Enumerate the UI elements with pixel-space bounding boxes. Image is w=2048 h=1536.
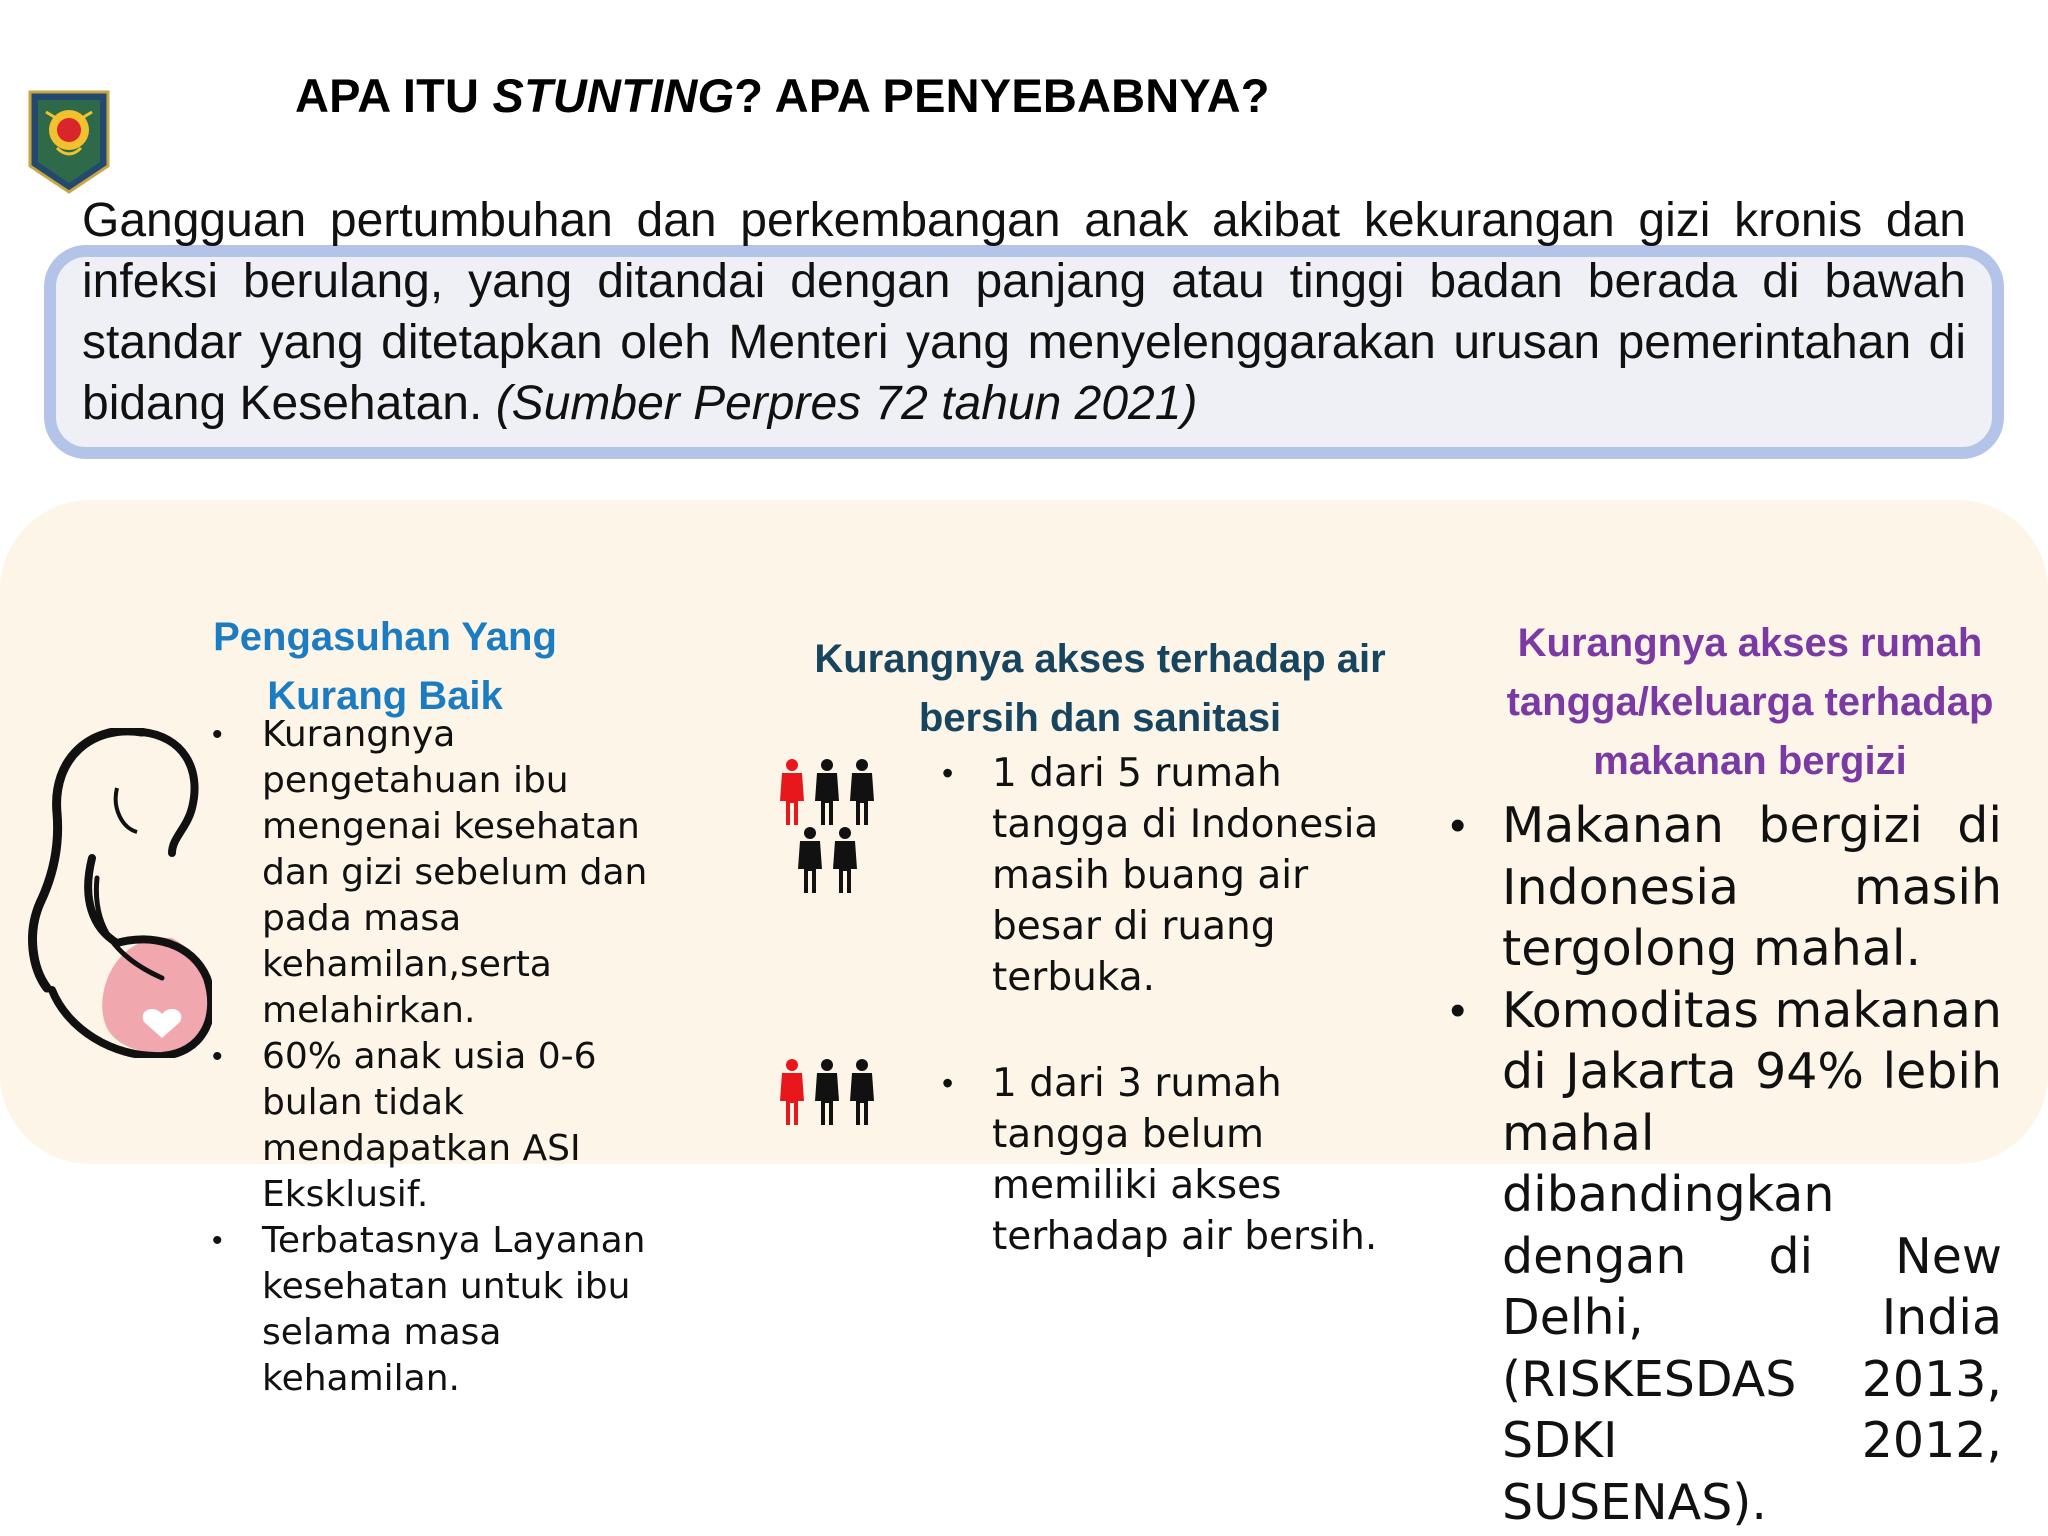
sanitation-title: Kurangnya akses terhadap air bersih dan sanitasi [814, 637, 1386, 740]
people-group-icon [772, 755, 882, 900]
page-title: APA ITU STUNTING? APA PENYEBABNYA? [295, 69, 1270, 122]
food-title: Kurangnya akses rumah tangga/keluarga terhadap makanan bergizi [1506, 621, 1994, 783]
food-list [1502, 795, 2002, 1533]
parenting-title: Pengasuhan Yang Kurang Baik [213, 615, 557, 718]
list-item: • Komoditas makanan di Jakarta 94% lebih mahal dibandingkan dengan di New Delhi, India (RISKESDAS 2013, SDKI 2012, SUSENAS). [1502, 980, 2002, 1534]
list-item: • 1 dari 5 rumah tangga di Indonesia masih buang air besar di ruang terbuka. [992, 748, 1422, 1003]
definition-body: Gangguan pertumbuhan dan perkembangan anak akibat kekurangan gizi kronis dan infeksi berulang, yang ditandai dengan panjang atau tinggi badan berada di bawah standar yang ditetapkan oleh Menteri yang menyelenggarakan urusan pemerintahan di bidang Kesehatan. [82, 194, 1966, 430]
definition-source: (Sumber Perpres 72 tahun 2021) [495, 377, 1198, 430]
list-item: • 1 dari 3 rumah tangga belum memiliki akses terhadap air bersih. [992, 1058, 1422, 1262]
list-item: • 60% anak usia 0-6 bulan tidak mendapatkan ASI Eksklusif. [262, 1034, 682, 1218]
list-item: • Terbatasnya Layanan kesehatan untuk ibu selama masa kehamilan. [262, 1218, 682, 1402]
sanitation-list [992, 748, 1422, 1262]
parenting-list [262, 712, 682, 1402]
definition-text [82, 190, 1966, 434]
pregnant-woman-icon [22, 728, 212, 1058]
ministry-emblem-icon [26, 88, 112, 196]
people-group-icon [772, 1055, 882, 1130]
list-item: • Makanan bergizi di Indonesia masih tergolong mahal. [1502, 795, 2002, 980]
list-item: • Kurangnya pengetahuan ibu mengenai kesehatan dan gizi sebelum dan pada masa kehamilan,serta melahirkan. [262, 712, 682, 1034]
